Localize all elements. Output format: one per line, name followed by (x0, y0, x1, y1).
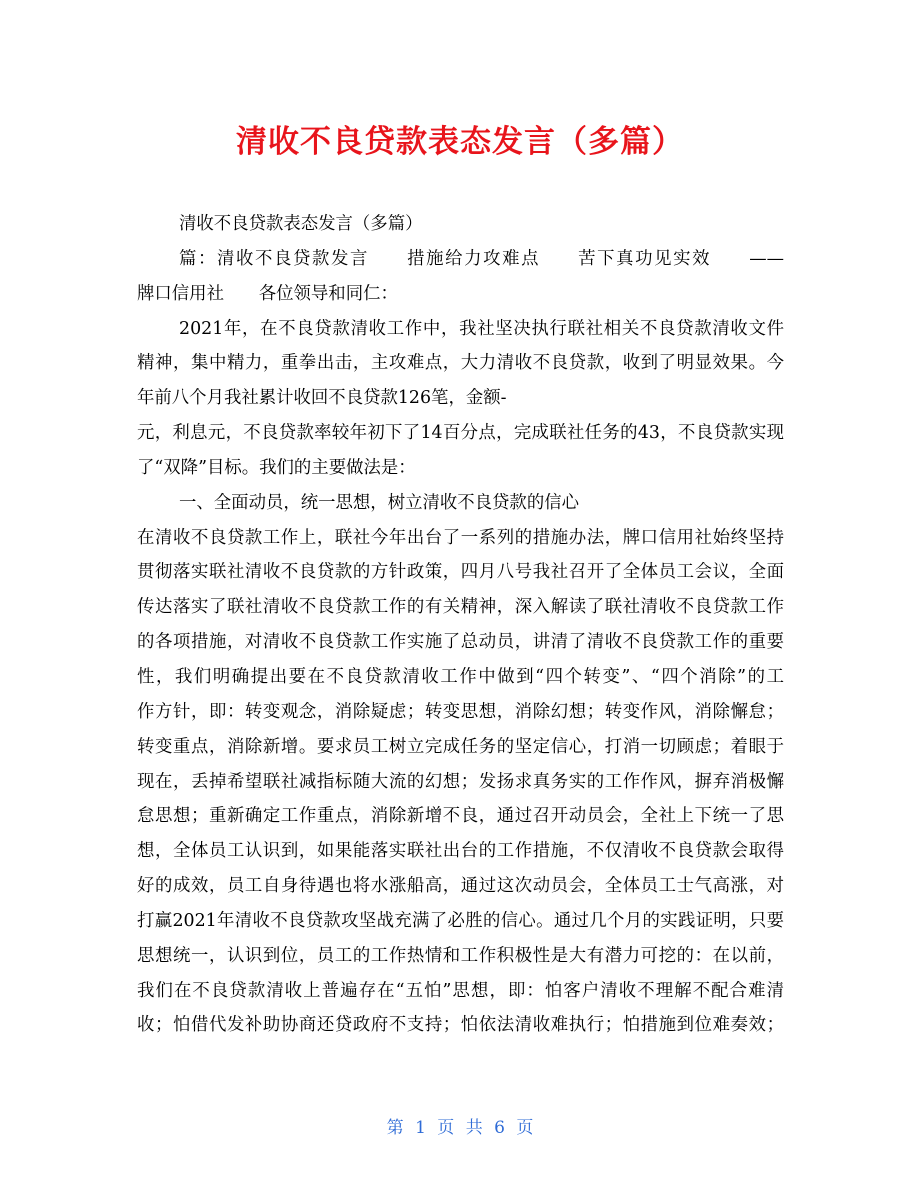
paragraph-line: 贯彻落实联社清收不良贷款的方针政策，四月八号我社召开了全体员工会议，全面 (137, 562, 784, 583)
paragraph-line: 清收不良贷款表态发言（多篇） (179, 214, 423, 234)
document-body (137, 211, 784, 1047)
paragraph-line: 在清收不良贷款工作上，联社今年出台了一系列的措施办法，牌口信用社始终坚持 (137, 527, 784, 548)
paragraph-line: 好的成效，员工自身待遇也将水涨船高，通过这次动员会，全体员工士气高涨，对 (137, 876, 784, 897)
paragraph-line: 精神，集中精力，重拳出击，主攻难点，大力清收不良贷款，收到了明显效果。今 (137, 353, 784, 374)
paragraph-line: 年前八个月我社累计收回不良贷款126笔，金额- (137, 388, 507, 409)
paragraph-line: 怠思想；重新确定工作重点，消除新增不良，通过召开动员会，全社上下统一了思 (137, 806, 784, 827)
paragraph-line: 思想统一，认识到位，员工的工作热情和工作积极性是大有潜力可挖的：在以前， (137, 945, 784, 966)
paragraph-line: 想，全体员工认识到，如果能落实联社出台的工作措施，不仅清收不良贷款会取得 (137, 841, 784, 862)
paragraph-line: 转变重点，消除新增。要求员工树立完成任务的坚定信心，打消一切顾虑；着眼于 (137, 736, 784, 757)
paragraph-line: 性，我们明确提出要在不良贷款清收工作中做到“四个转变”、“四个消除”的工 (137, 666, 784, 687)
paragraph-line: 了“双降”目标。我们的主要做法是： (137, 457, 416, 478)
paragraph-line: 收；怕借代发补助协商还贷政府不支持；怕依法清收难执行；怕措施到位难奏效； (137, 1015, 784, 1036)
paragraph-line: 牌口信用社 各位领导和同仁： (137, 283, 398, 304)
paragraph-line: 打赢2021年清收不良贷款攻坚战充满了必胜的信心。通过几个月的实践证明，只要 (137, 910, 784, 931)
paragraph-line: 的各项措施，对清收不良贷款工作实施了总动员，讲清了清收不良贷款工作的重要 (137, 632, 784, 653)
page-number: 第 1 页 共 6 页 (386, 1118, 534, 1138)
document-title: 清收不良贷款表态发言（多篇） (236, 124, 684, 160)
paragraph-line: 元，利息元，不良贷款率较年初下了14百分点，完成联社任务的43，不良贷款实现 (137, 423, 784, 444)
paragraph-line: 篇：清收不良贷款发言 措施给力攻难点 苦下真功见实效 —— (179, 248, 784, 269)
paragraph-line: 传达落实了联社清收不良贷款工作的有关精神，深入解读了联社清收不良贷款工作 (137, 597, 784, 618)
paragraph-line: 作方针，即：转变观念，消除疑虑；转变思想，消除幻想；转变作风，消除懈怠； (137, 701, 784, 722)
paragraph-line: 现在，丢掉希望联社减指标随大流的幻想；发扬求真务实的工作作风，摒弃消极懈 (137, 771, 784, 792)
paragraph-line: 我们在不良贷款清收上普遍存在“五怕”思想，即：怕客户清收不理解不配合难清 (137, 980, 784, 1001)
paragraph-line: 2021年，在不良贷款清收工作中，我社坚决执行联社相关不良贷款清收文件 (179, 318, 784, 339)
paragraph-line: 一、全面动员，统一思想，树立清收不良贷款的信心 (179, 492, 579, 513)
